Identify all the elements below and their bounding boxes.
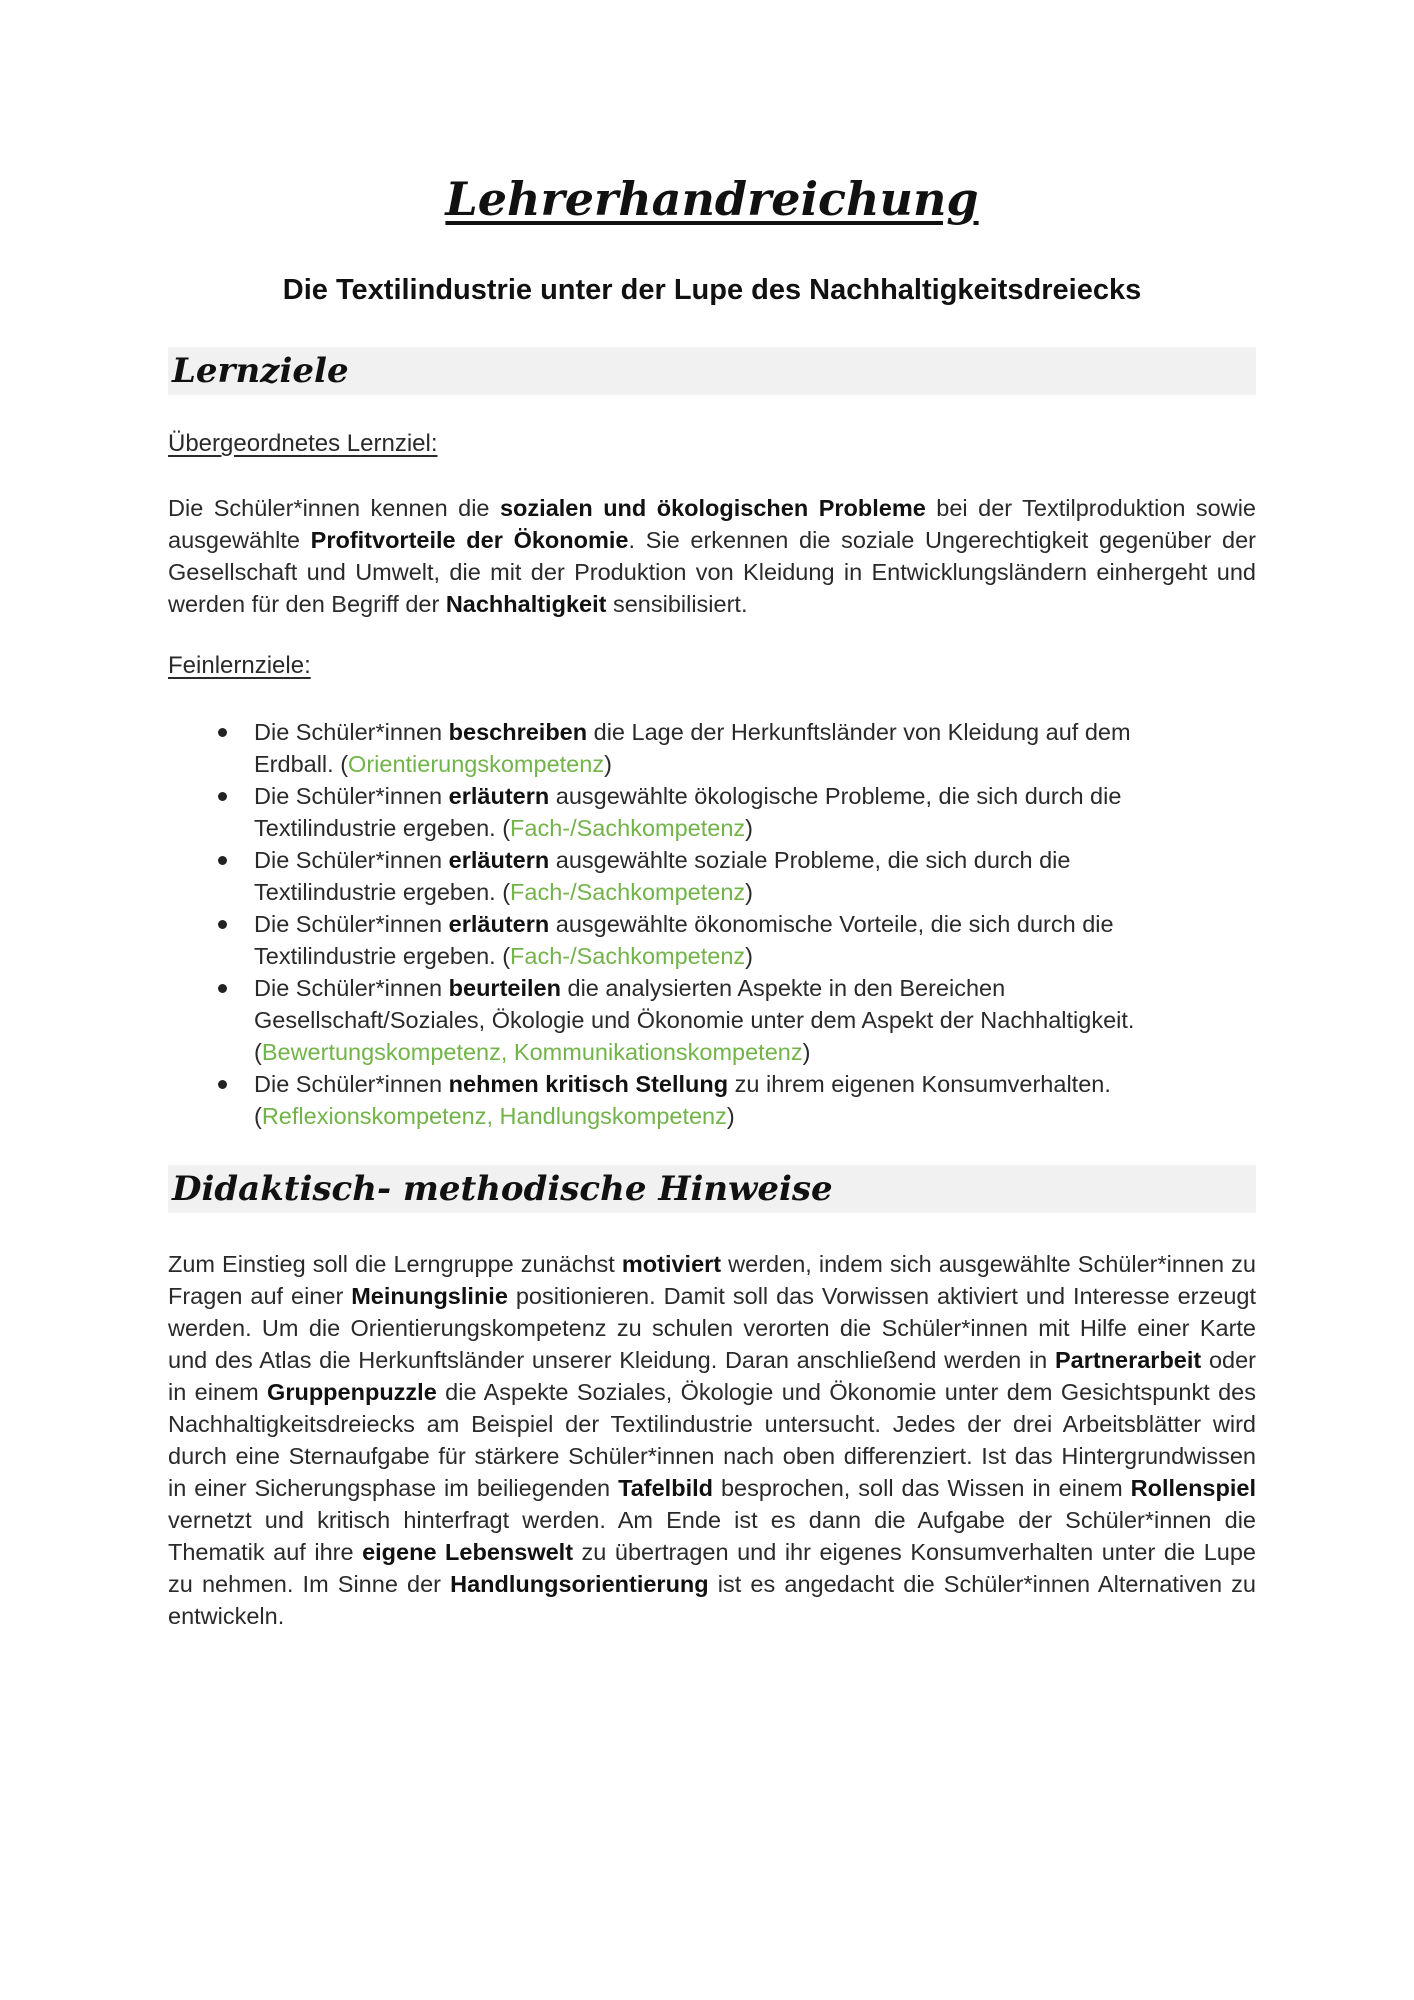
bullet-icon [218, 856, 227, 865]
text-run: Zum Einstieg soll die Lerngruppe zunächst [168, 1251, 622, 1277]
list-item [168, 780, 1168, 844]
document-title: Lehrerhandreichung [445, 172, 979, 226]
text-run: werden, indem sich ausgewählte Schüler*innen zu Fragen auf einer [168, 1251, 1256, 1309]
section-heading-lernziele: Lernziele [168, 347, 1256, 395]
section-heading-hinweise: Didaktisch- methodische Hinweise [168, 1165, 1256, 1213]
bullet-icon [218, 728, 227, 737]
competence-label: Bewertungskompetenz, Kommunikationskompetenz [261, 1039, 803, 1065]
text-run: ) [745, 879, 753, 905]
text-run: sensibilisiert. [606, 591, 748, 617]
list-item-text [254, 1071, 1111, 1129]
list-item-text [254, 847, 1070, 905]
text-run: ausgewählte ökonomische Vorteile, die sich durch die Textilindustrie ergeben. ( [254, 911, 1114, 969]
bullet-icon [218, 984, 227, 993]
emphasis-text: Profitvorteile der Ökonomie [310, 527, 629, 553]
bullet-icon [218, 920, 227, 929]
text-run: ausgewählte ökologische Probleme, die sich durch die Textilindustrie ergeben. ( [254, 783, 1122, 841]
emphasis-text: Meinungslinie [351, 1283, 508, 1309]
text-run: Die Schüler*innen [254, 783, 449, 809]
feinlernziele-list [168, 716, 1256, 1132]
competence-label: Fach-/Sachkompetenz [510, 815, 746, 841]
competence-label: Orientierungskompetenz [348, 751, 605, 777]
competence-label: Fach-/Sachkompetenz [510, 943, 746, 969]
text-run: Die Schüler*innen [254, 975, 449, 1001]
text-run: Die Schüler*innen [254, 847, 449, 873]
list-item-text [254, 975, 1134, 1065]
emphasis-text: Rollenspiel [1130, 1475, 1256, 1501]
list-item [168, 1068, 1168, 1132]
text-run: die Aspekte Soziales, Ökologie und Ökonomie unter dem Gesichtspunkt des Nachhaltigkeitsdreiecks am Beispiel der Textilindustrie untersucht. Jedes der drei Arbeitsblätter wird durch eine Sternaufgabe für stärkere Schüler*innen nach oben differenziert. Ist das Hintergrundwissen in einer Sicherungsphase im beiliegenden [168, 1379, 1256, 1501]
emphasis-text: Partnerarbeit [1054, 1347, 1202, 1373]
bullet-icon [218, 792, 227, 801]
text-run: ist es angedacht die Schüler*innen Alternativen zu entwickeln. [168, 1571, 1256, 1629]
text-run: bei der Textilproduktion sowie ausgewählte [168, 495, 1256, 553]
text-run: zu übertragen und ihr eigenes Konsumverhalten unter die Lupe zu nehmen. Im Sinne der [168, 1539, 1256, 1597]
emphasis-text: erläutern [448, 783, 550, 809]
text-run: die Lage der Herkunftsländer von Kleidung auf dem Erdball. ( [254, 719, 1131, 777]
emphasis-text: Nachhaltigkeit [445, 591, 607, 617]
uebergeordnetes-lernziel-text [168, 492, 1256, 620]
emphasis-text: erläutern [448, 911, 550, 937]
text-run: ausgewählte soziale Probleme, die sich durch die Textilindustrie ergeben. ( [254, 847, 1071, 905]
list-item-text [254, 719, 1131, 777]
list-item [168, 716, 1168, 780]
competence-label: Reflexionskompetenz, Handlungskompetenz [261, 1103, 727, 1129]
hinweise-text [168, 1248, 1256, 1632]
emphasis-text: erläutern [448, 847, 550, 873]
list-item-text [254, 783, 1121, 841]
feinlernziele-label: Feinlernziele: [168, 652, 311, 679]
text-run: besprochen, soll das Wissen in einem [712, 1475, 1131, 1501]
text-run: vernetzt und kritisch hinterfragt werden. Am Ende ist es dann die Aufgabe der Schüler*innen die Thematik auf ihre [168, 1507, 1256, 1565]
emphasis-text: eigene Lebenswelt [362, 1539, 574, 1565]
text-run: oder in einem [168, 1347, 1256, 1405]
bullet-icon [218, 1080, 227, 1089]
emphasis-text: beschreiben [448, 719, 588, 745]
text-run: ) [745, 815, 753, 841]
text-run: Die Schüler*innen [254, 1071, 449, 1097]
emphasis-text: motiviert [621, 1251, 722, 1277]
list-item [168, 844, 1168, 908]
text-run: ) [802, 1039, 811, 1065]
text-run: Die Schüler*innen [254, 719, 449, 745]
emphasis-text: Handlungsorientierung [450, 1571, 709, 1597]
text-run: zu ihrem eigenen Konsumverhalten. ( [254, 1071, 1111, 1129]
text-run: ) [745, 943, 753, 969]
text-run: Die Schüler*innen kennen die [168, 495, 500, 521]
competence-label: Fach-/Sachkompetenz [510, 879, 746, 905]
text-run: ) [604, 751, 612, 777]
text-run: ) [726, 1103, 735, 1129]
list-item [168, 972, 1168, 1068]
emphasis-text: Tafelbild [618, 1475, 713, 1501]
text-run: die analysierten Aspekte in den Bereichen Gesellschaft/Soziales, Ökologie und Ökonomie unter dem Aspekt der Nachhaltigkeit. ( [254, 975, 1135, 1065]
emphasis-text: Gruppenpuzzle [267, 1379, 437, 1405]
uebergeordnetes-lernziel-label: Übergeordnetes Lernziel: [168, 430, 438, 457]
text-run: . Sie erkennen die soziale Ungerechtigkeit gegenüber der Gesellschaft und Umwelt, die mit der Produktion von Kleidung in Entwicklungsländern einhergeht und werden für den Begriff der [168, 527, 1256, 617]
list-item-text [254, 911, 1114, 969]
emphasis-text: beurteilen [448, 975, 561, 1001]
document-subtitle: Die Textilindustrie unter der Lupe des Nachhaltigkeitsdreiecks [282, 274, 1142, 306]
text-run: positionieren. Damit soll das Vorwissen aktiviert und Interesse erzeugt werden. Um die Orientierungskompetenz zu schulen verorten die Schüler*innen mit Hilfe einer Karte und des Atlas die Herkunftsländer unserer Kleidung. Daran anschließend werden in [168, 1283, 1256, 1373]
emphasis-text: nehmen kritisch Stellung [448, 1071, 729, 1097]
emphasis-text: sozialen und ökologischen Probleme [499, 495, 926, 521]
text-run: Die Schüler*innen [254, 911, 449, 937]
list-item [168, 908, 1168, 972]
